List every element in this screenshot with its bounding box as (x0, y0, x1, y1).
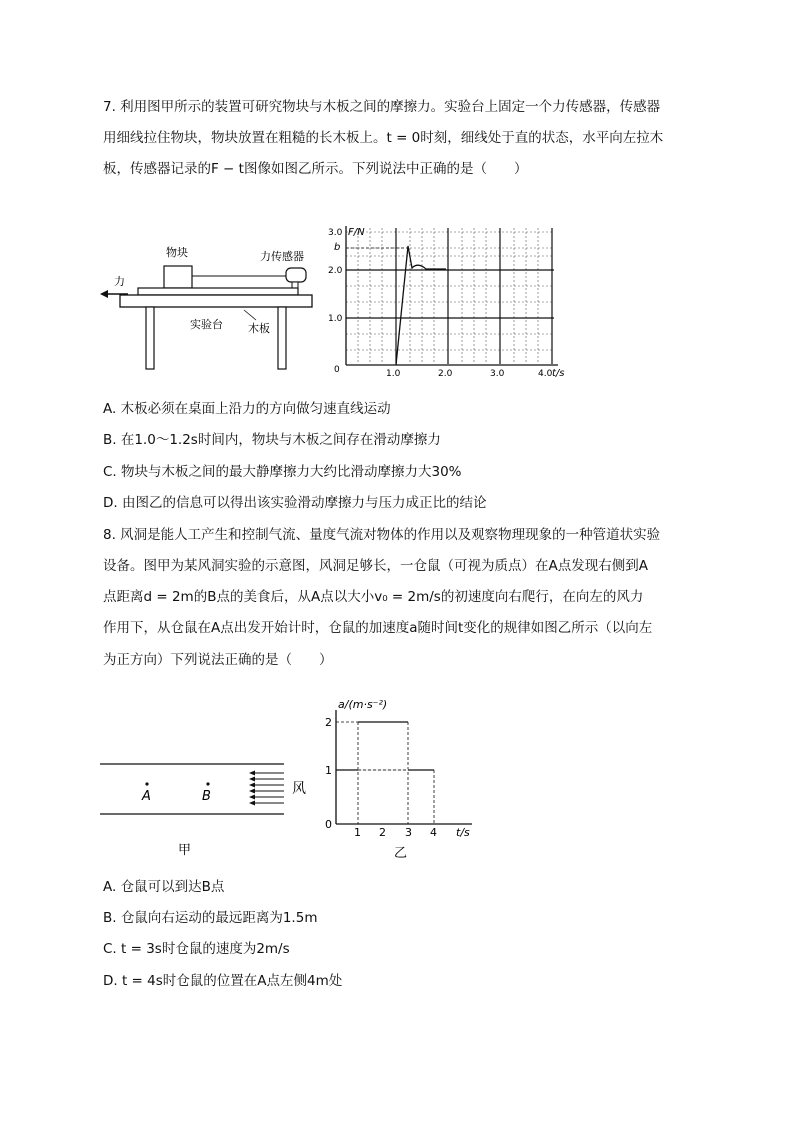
q8-wind-tunnel-figure (98, 748, 320, 860)
q7-option-b[interactable]: B. 在1.0～1.2s时间内，物块与木板之间存在滑动摩擦力 (103, 432, 441, 448)
wind-label: 风 (292, 781, 306, 797)
force-curve (396, 246, 446, 365)
y-tick-b: b (334, 242, 341, 253)
long-board (138, 288, 298, 295)
x-tick-4: 4.0 (538, 369, 553, 379)
q8-stem-line1: 8. 风洞是能人工产生和控制气流、量度气流对物体的作用以及观察物理现象的一种管道状实验 (103, 527, 661, 543)
table-leg-right (278, 307, 286, 369)
x-tick-4: 4 (430, 826, 437, 839)
q7-ft-graph (326, 222, 574, 384)
figure-jia-caption: 甲 (178, 843, 192, 858)
x-tick-3: 3 (405, 826, 412, 839)
block-label: 物块 (166, 246, 188, 259)
q7-stem-line3: 板，传感器记录的F − t图像如图乙所示。下列说法中正确的是（ ） (103, 161, 528, 177)
force-sensor (286, 268, 306, 282)
y-tick-3: 3.0 (328, 228, 343, 238)
q8-at-graph (322, 692, 486, 862)
wind-arrow-heads (249, 771, 255, 806)
q7-apparatus-figure (98, 228, 320, 380)
q7-option-a[interactable]: A. 木板必须在桌面上沿力的方向做匀速直线运动 (103, 401, 391, 417)
y-axis-label: F/N (348, 227, 365, 238)
point-b-dot (206, 782, 209, 785)
q8-stem-line4: 作用下，从仓鼠在A点出发开始计时，仓鼠的加速度a随时间t变化的规律如图乙所示（以向左 (103, 620, 653, 636)
x-tick-2: 2 (379, 826, 386, 839)
q7-stem-line2: 用细线拉住物块，物块放置在粗糙的长木板上。t = 0时刻，细线处于直的状态，水平向左拉木 (103, 130, 664, 146)
y-tick-1: 1.0 (328, 314, 343, 324)
pull-arrow-head (100, 290, 108, 298)
q8-option-a[interactable]: A. 仓鼠可以到达B点 (103, 879, 225, 895)
q7-stem-line1: 7. 利用图甲所示的装置可研究物块与木板之间的摩擦力。实验台上固定一个力传感器，传感器 (103, 99, 661, 115)
q7-option-d[interactable]: D. 由图乙的信息可以得出该实验滑动摩擦力与压力成正比的结论 (103, 495, 487, 511)
q8-stem-line3: 点距离d = 2m的B点的美食后，从A点以大小v₀ = 2m/s的初速度向右爬行，在向左的风力 (103, 589, 644, 605)
q8-stem-line2: 设备。图甲为某风洞实验的示意图，风洞足够长，一仓鼠（可视为质点）在A点发现右侧到A (103, 558, 648, 574)
figure-yi-caption: 乙 (394, 846, 408, 861)
point-b-label: B (202, 789, 211, 804)
board-pointer (244, 310, 256, 320)
x-tick-1: 1.0 (386, 369, 401, 379)
y-tick-1: 1 (325, 764, 332, 777)
q8-option-b[interactable]: B. 仓鼠向右运动的最远距离为1.5m (103, 910, 318, 926)
wind-arrows (252, 773, 284, 803)
y-tick-0: 0 (325, 818, 332, 831)
point-a-dot (145, 782, 148, 785)
y-axis-label: a/(m·s⁻²) (338, 698, 388, 711)
q8-option-d[interactable]: D. t = 4s时仓鼠的位置在A点左侧4m处 (103, 973, 343, 989)
x-tick-3: 3.0 (490, 369, 505, 379)
sensor-label: 力传感器 (260, 250, 304, 263)
q7-option-c[interactable]: C. 物块与木板之间的最大静摩擦力大约比滑动摩擦力大30% (103, 464, 462, 480)
y-tick-2: 2 (325, 716, 332, 729)
block (164, 266, 192, 288)
board-label: 木板 (248, 322, 270, 335)
table-label: 实验台 (190, 318, 223, 331)
lab-table-top (120, 295, 312, 307)
x-tick-1: 1 (354, 826, 361, 839)
y-tick-0: 0 (334, 365, 340, 375)
x-tick-2: 2.0 (438, 369, 453, 379)
force-label: 力 (114, 275, 125, 288)
x-axis-label: t/s (552, 368, 565, 379)
x-axis-label: t/s (456, 826, 470, 839)
y-tick-2: 2.0 (328, 266, 343, 276)
point-a-label: A (142, 789, 151, 804)
table-leg-left (146, 307, 154, 369)
q8-option-c[interactable]: C. t = 3s时仓鼠的速度为2m/s (103, 941, 290, 957)
q8-stem-line5: 为正方向）下列说法正确的是（ ） (103, 652, 333, 668)
